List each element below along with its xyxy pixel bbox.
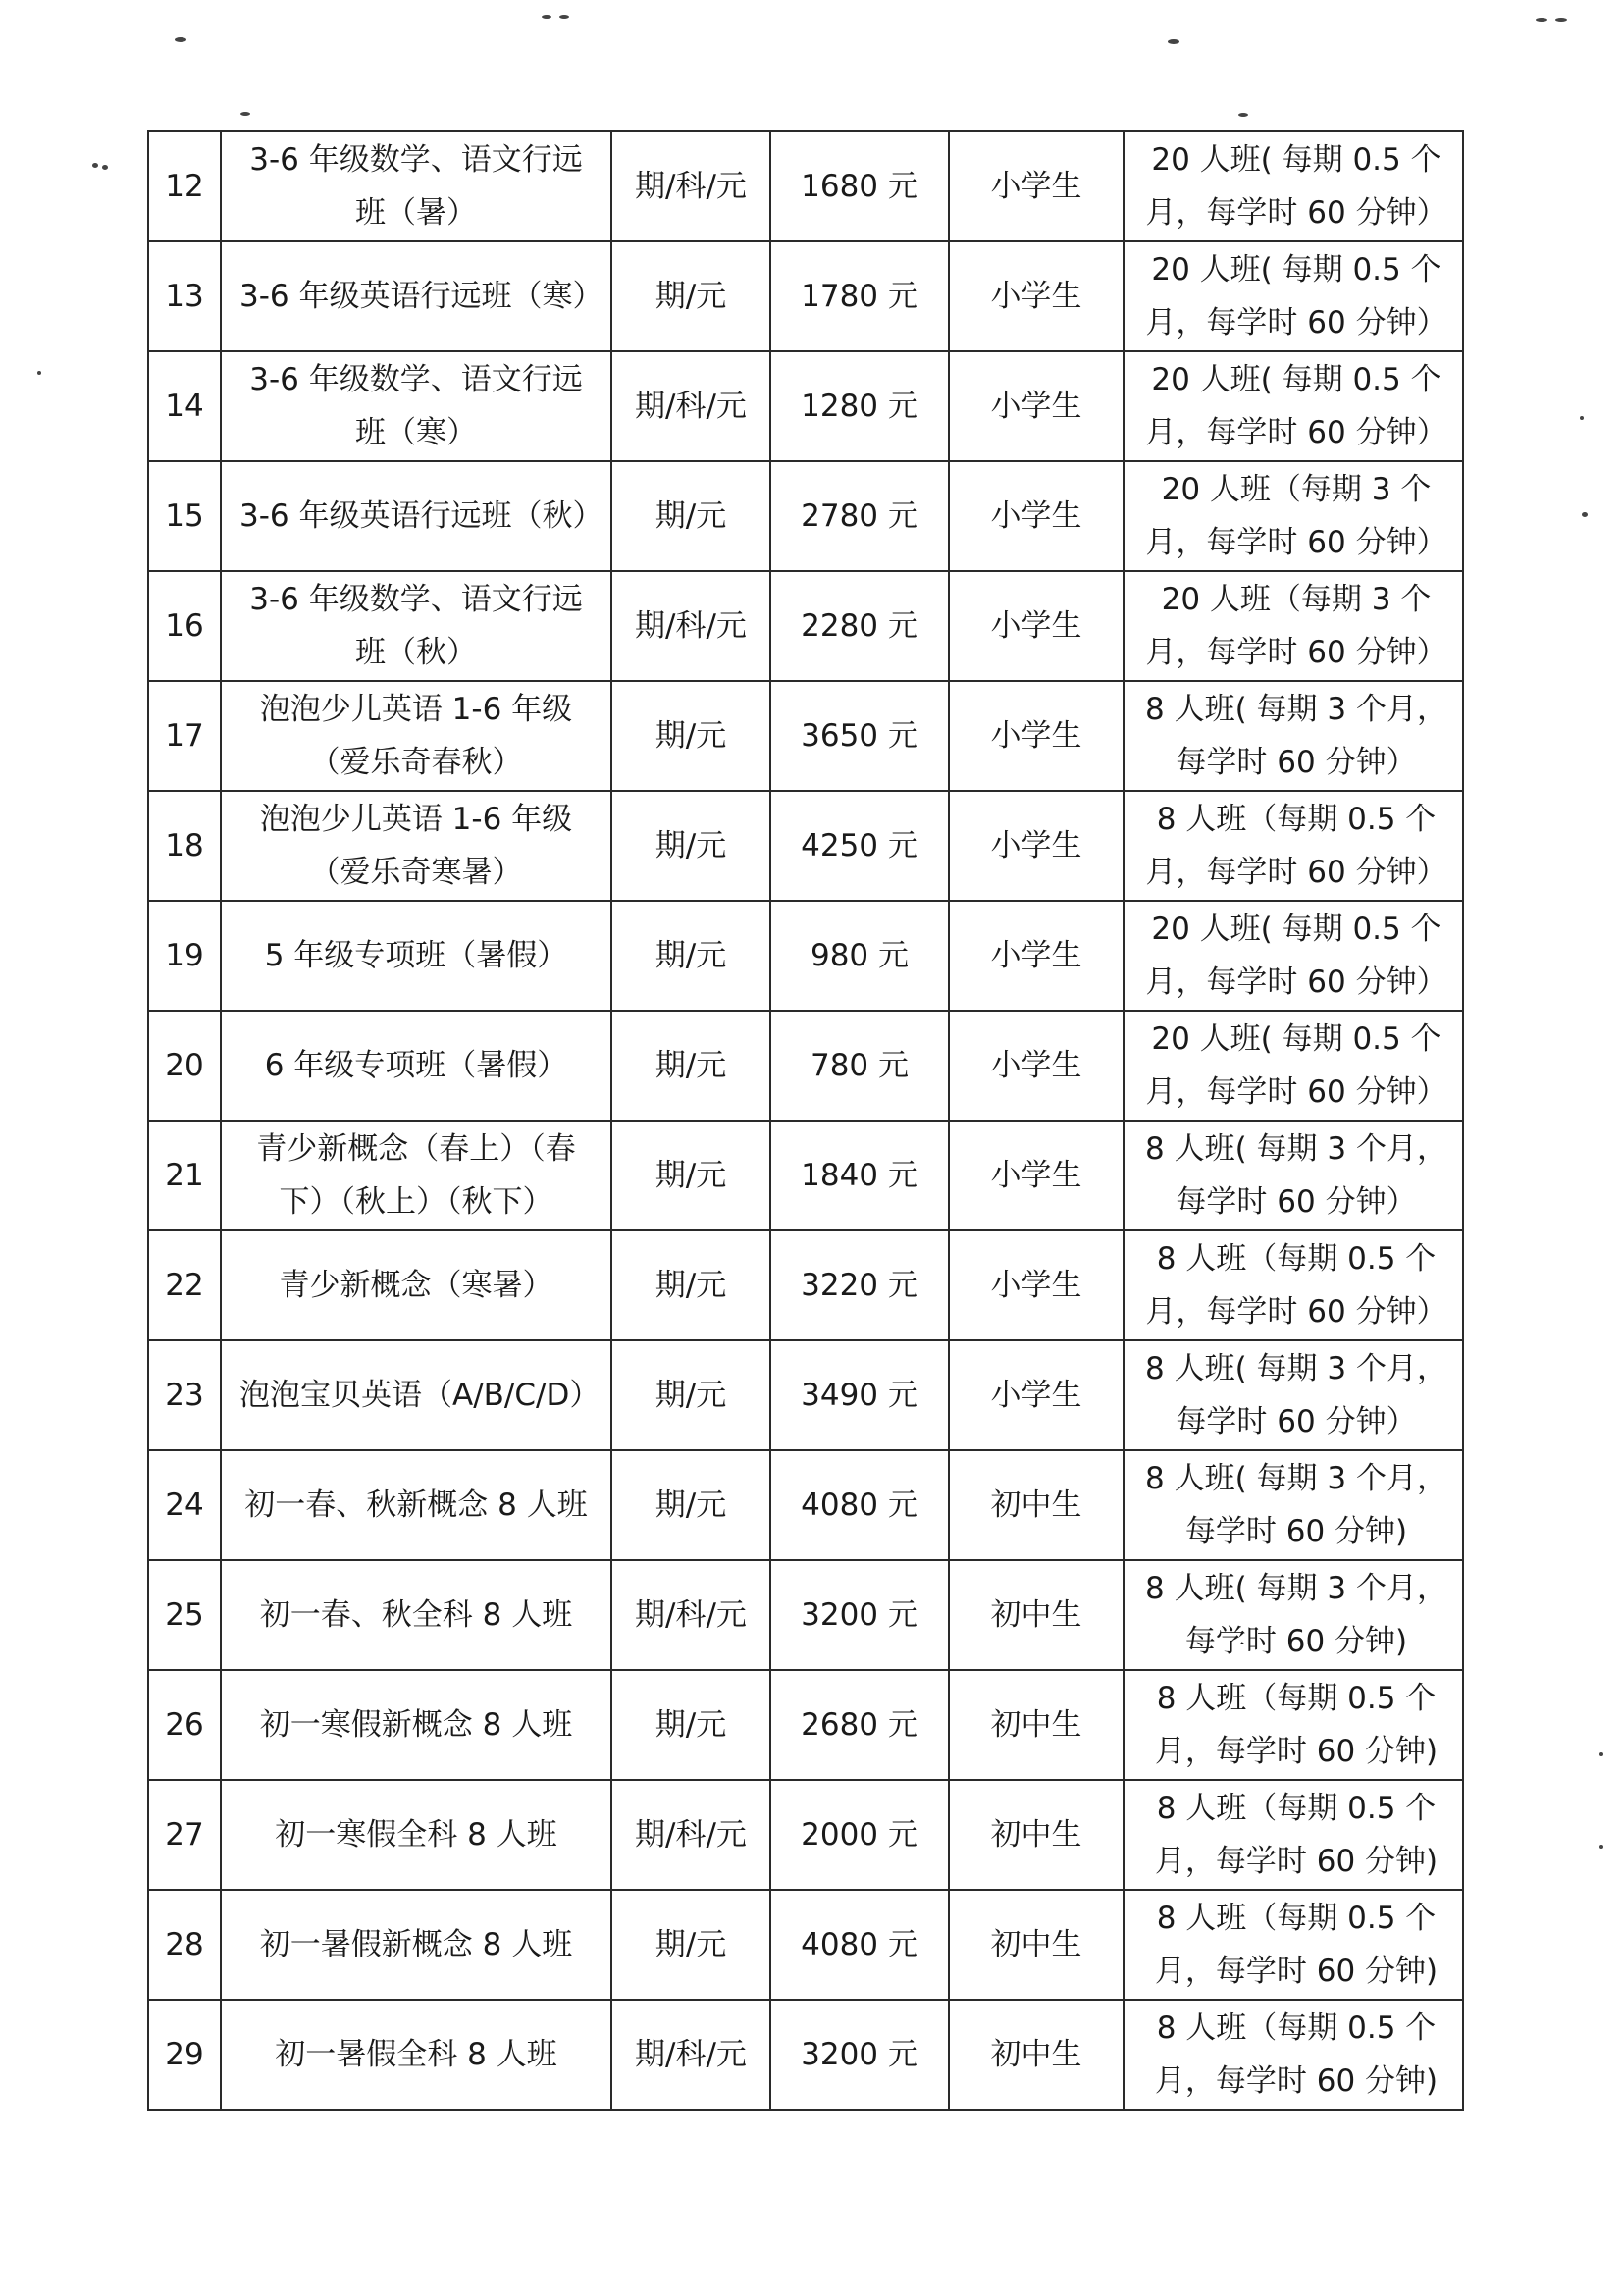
scan-speck xyxy=(1599,1752,1603,1756)
row-number-cell: 17 xyxy=(148,681,221,791)
course-name: 3-6 年级数学、语文行远班（秋） xyxy=(249,582,583,670)
target-cell: 初中生 xyxy=(949,1780,1124,1890)
target-cell: 初中生 xyxy=(949,1560,1124,1670)
unit-cell: 期/元 xyxy=(611,1670,770,1780)
course-name: 5 年级专项班（暑假） xyxy=(264,938,568,973)
scan-speck xyxy=(1582,512,1588,517)
scan-speck xyxy=(1599,1845,1603,1849)
row-number-cell: 21 xyxy=(148,1121,221,1230)
table-row xyxy=(148,571,1463,681)
note-cell xyxy=(1124,2000,1463,2110)
course-name-cell xyxy=(221,1890,611,2000)
unit-cell: 期/科/元 xyxy=(611,1560,770,1670)
table-row xyxy=(148,1340,1463,1450)
table-row xyxy=(148,1890,1463,2000)
target-cell: 小学生 xyxy=(949,351,1124,461)
price-cell: 2280 元 xyxy=(770,571,949,681)
class-note: 8 人班（每期 0.5 个月，每学时 60 分钟) xyxy=(1154,1901,1439,1989)
course-name: 泡泡少儿英语 1-6 年级（爱乐奇寒暑） xyxy=(259,802,573,890)
price-cell: 1280 元 xyxy=(770,351,949,461)
table-row xyxy=(148,2000,1463,2110)
unit-cell: 期/元 xyxy=(611,901,770,1011)
course-name: 泡泡宝贝英语（A/B/C/D） xyxy=(239,1378,601,1413)
class-note: 8 人班（每期 0.5 个月，每学时 60 分钟) xyxy=(1154,1791,1439,1879)
table-row xyxy=(148,901,1463,1011)
price-cell: 3200 元 xyxy=(770,2000,949,2110)
note-cell xyxy=(1124,1670,1463,1780)
course-name: 青少新概念（寒暑） xyxy=(279,1268,553,1303)
table-row xyxy=(148,1560,1463,1670)
course-name: 6 年级专项班（暑假） xyxy=(264,1048,568,1083)
scan-speck xyxy=(175,37,186,42)
scan-speck xyxy=(1580,416,1584,420)
class-note: 8 人班（每期 0.5 个月，每学时 60 分钟） xyxy=(1145,802,1447,890)
course-name-cell xyxy=(221,1011,611,1121)
course-name-cell xyxy=(221,131,611,241)
price-cell: 3200 元 xyxy=(770,1560,949,1670)
course-name: 3-6 年级英语行远班（秋） xyxy=(239,498,603,534)
class-note: 20 人班( 每期 0.5 个月，每学时 60 分钟） xyxy=(1145,1021,1447,1110)
course-name: 初一春、秋全科 8 人班 xyxy=(259,1597,573,1633)
course-name-cell xyxy=(221,1340,611,1450)
note-cell xyxy=(1124,351,1463,461)
price-cell: 1780 元 xyxy=(770,241,949,351)
row-number-cell: 24 xyxy=(148,1450,221,1560)
price-cell: 2780 元 xyxy=(770,461,949,571)
table-row xyxy=(148,1121,1463,1230)
row-number-cell: 16 xyxy=(148,571,221,681)
class-note: 8 人班( 每期 3 个月，每学时 60 分钟） xyxy=(1145,1131,1447,1220)
course-fee-table xyxy=(147,130,1464,2111)
row-number-cell: 25 xyxy=(148,1560,221,1670)
target-cell: 小学生 xyxy=(949,241,1124,351)
class-note: 8 人班（每期 0.5 个月，每学时 60 分钟) xyxy=(1154,1681,1439,1769)
target-cell: 小学生 xyxy=(949,461,1124,571)
price-cell: 4250 元 xyxy=(770,791,949,901)
unit-cell: 期/元 xyxy=(611,461,770,571)
note-cell xyxy=(1124,901,1463,1011)
unit-cell: 期/科/元 xyxy=(611,2000,770,2110)
table-row xyxy=(148,351,1463,461)
class-note: 8 人班（每期 0.5 个月，每学时 60 分钟） xyxy=(1145,1241,1447,1330)
unit-cell: 期/元 xyxy=(611,1890,770,2000)
scan-speck xyxy=(37,371,41,375)
unit-cell: 期/元 xyxy=(611,1450,770,1560)
target-cell: 小学生 xyxy=(949,571,1124,681)
price-cell: 3220 元 xyxy=(770,1230,949,1340)
target-cell: 小学生 xyxy=(949,791,1124,901)
class-note: 20 人班( 每期 0.5 个月，每学时 60 分钟） xyxy=(1145,362,1447,450)
class-note: 8 人班( 每期 3 个月，每学时 60 分钟） xyxy=(1145,1351,1447,1439)
note-cell xyxy=(1124,1560,1463,1670)
row-number-cell: 22 xyxy=(148,1230,221,1340)
note-cell xyxy=(1124,1890,1463,2000)
price-cell: 4080 元 xyxy=(770,1890,949,2000)
row-number-cell: 27 xyxy=(148,1780,221,1890)
course-name: 初一暑假全科 8 人班 xyxy=(275,2037,557,2072)
table-row xyxy=(148,1780,1463,1890)
class-note: 20 人班( 每期 0.5 个月，每学时 60 分钟） xyxy=(1145,142,1447,231)
class-note: 20 人班( 每期 0.5 个月，每学时 60 分钟） xyxy=(1145,252,1447,340)
price-cell: 780 元 xyxy=(770,1011,949,1121)
row-number-cell: 19 xyxy=(148,901,221,1011)
course-name: 初一春、秋新概念 8 人班 xyxy=(244,1487,588,1523)
course-name-cell xyxy=(221,1560,611,1670)
row-number-cell: 23 xyxy=(148,1340,221,1450)
note-cell xyxy=(1124,1340,1463,1450)
course-name-cell xyxy=(221,461,611,571)
unit-cell: 期/科/元 xyxy=(611,351,770,461)
course-name: 初一暑假新概念 8 人班 xyxy=(259,1927,573,1962)
note-cell xyxy=(1124,791,1463,901)
class-note: 20 人班（每期 3 个月，每学时 60 分钟） xyxy=(1145,582,1447,670)
course-name-cell xyxy=(221,241,611,351)
unit-cell: 期/元 xyxy=(611,791,770,901)
course-name-cell xyxy=(221,351,611,461)
table-row xyxy=(148,131,1463,241)
note-cell xyxy=(1124,1121,1463,1230)
course-name-cell xyxy=(221,681,611,791)
table-row xyxy=(148,791,1463,901)
target-cell: 小学生 xyxy=(949,901,1124,1011)
unit-cell: 期/元 xyxy=(611,1121,770,1230)
target-cell: 小学生 xyxy=(949,131,1124,241)
course-name: 初一寒假全科 8 人班 xyxy=(275,1817,557,1852)
course-name: 3-6 年级英语行远班（寒） xyxy=(239,279,603,314)
course-name: 初一寒假新概念 8 人班 xyxy=(259,1707,573,1743)
note-cell xyxy=(1124,1230,1463,1340)
target-cell: 初中生 xyxy=(949,2000,1124,2110)
class-note: 20 人班（每期 3 个月，每学时 60 分钟） xyxy=(1145,472,1447,560)
course-name: 泡泡少儿英语 1-6 年级（爱乐奇春秋） xyxy=(259,692,573,780)
table-row xyxy=(148,461,1463,571)
course-name-cell xyxy=(221,2000,611,2110)
unit-cell: 期/科/元 xyxy=(611,131,770,241)
row-number-cell: 14 xyxy=(148,351,221,461)
note-cell xyxy=(1124,241,1463,351)
row-number-cell: 15 xyxy=(148,461,221,571)
price-cell: 2000 元 xyxy=(770,1780,949,1890)
row-number-cell: 18 xyxy=(148,791,221,901)
course-name-cell xyxy=(221,571,611,681)
table-row xyxy=(148,1230,1463,1340)
scan-speck xyxy=(559,15,569,19)
class-note: 8 人班( 每期 3 个月，每学时 60 分钟) xyxy=(1145,1571,1447,1659)
note-cell xyxy=(1124,1011,1463,1121)
target-cell: 小学生 xyxy=(949,681,1124,791)
unit-cell: 期/元 xyxy=(611,241,770,351)
price-cell: 1840 元 xyxy=(770,1121,949,1230)
target-cell: 小学生 xyxy=(949,1340,1124,1450)
price-cell: 3650 元 xyxy=(770,681,949,791)
scan-speck xyxy=(1555,18,1567,22)
unit-cell: 期/科/元 xyxy=(611,571,770,681)
scan-speck xyxy=(102,165,108,170)
note-cell xyxy=(1124,131,1463,241)
course-name: 3-6 年级数学、语文行远班（暑） xyxy=(249,142,583,231)
scan-speck xyxy=(542,15,551,19)
note-cell xyxy=(1124,681,1463,791)
table-row xyxy=(148,241,1463,351)
note-cell xyxy=(1124,1450,1463,1560)
target-cell: 初中生 xyxy=(949,1450,1124,1560)
unit-cell: 期/元 xyxy=(611,1011,770,1121)
course-name: 青少新概念（春上）（春下）（秋上）（秋下） xyxy=(256,1131,576,1220)
class-note: 8 人班( 每期 3 个月，每学时 60 分钟） xyxy=(1145,692,1447,780)
price-cell: 3490 元 xyxy=(770,1340,949,1450)
unit-cell: 期/元 xyxy=(611,681,770,791)
course-name-cell xyxy=(221,1780,611,1890)
scan-speck xyxy=(92,163,98,168)
class-note: 8 人班（每期 0.5 个月，每学时 60 分钟) xyxy=(1154,2010,1439,2099)
note-cell xyxy=(1124,461,1463,571)
row-number-cell: 26 xyxy=(148,1670,221,1780)
price-cell: 2680 元 xyxy=(770,1670,949,1780)
table-row xyxy=(148,681,1463,791)
course-name-cell xyxy=(221,1230,611,1340)
table-row xyxy=(148,1450,1463,1560)
price-cell: 980 元 xyxy=(770,901,949,1011)
price-cell: 1680 元 xyxy=(770,131,949,241)
note-cell xyxy=(1124,571,1463,681)
row-number-cell: 29 xyxy=(148,2000,221,2110)
course-name-cell xyxy=(221,1450,611,1560)
target-cell: 小学生 xyxy=(949,1121,1124,1230)
price-cell: 4080 元 xyxy=(770,1450,949,1560)
target-cell: 小学生 xyxy=(949,1011,1124,1121)
row-number-cell: 28 xyxy=(148,1890,221,2000)
scan-speck xyxy=(240,112,250,116)
course-name-cell xyxy=(221,791,611,901)
unit-cell: 期/元 xyxy=(611,1340,770,1450)
course-name-cell xyxy=(221,1670,611,1780)
note-cell xyxy=(1124,1780,1463,1890)
scan-speck xyxy=(1238,113,1248,117)
target-cell: 小学生 xyxy=(949,1230,1124,1340)
table-row xyxy=(148,1670,1463,1780)
unit-cell: 期/科/元 xyxy=(611,1780,770,1890)
scan-speck xyxy=(1536,18,1547,22)
row-number-cell: 20 xyxy=(148,1011,221,1121)
class-note: 8 人班( 每期 3 个月，每学时 60 分钟) xyxy=(1145,1461,1447,1549)
course-name: 3-6 年级数学、语文行远班（寒） xyxy=(249,362,583,450)
table-row xyxy=(148,1011,1463,1121)
scan-speck xyxy=(1168,39,1179,44)
target-cell: 初中生 xyxy=(949,1670,1124,1780)
target-cell: 初中生 xyxy=(949,1890,1124,2000)
class-note: 20 人班( 每期 0.5 个月，每学时 60 分钟） xyxy=(1145,912,1447,1000)
row-number-cell: 13 xyxy=(148,241,221,351)
row-number-cell: 12 xyxy=(148,131,221,241)
unit-cell: 期/元 xyxy=(611,1230,770,1340)
course-name-cell xyxy=(221,901,611,1011)
course-name-cell xyxy=(221,1121,611,1230)
